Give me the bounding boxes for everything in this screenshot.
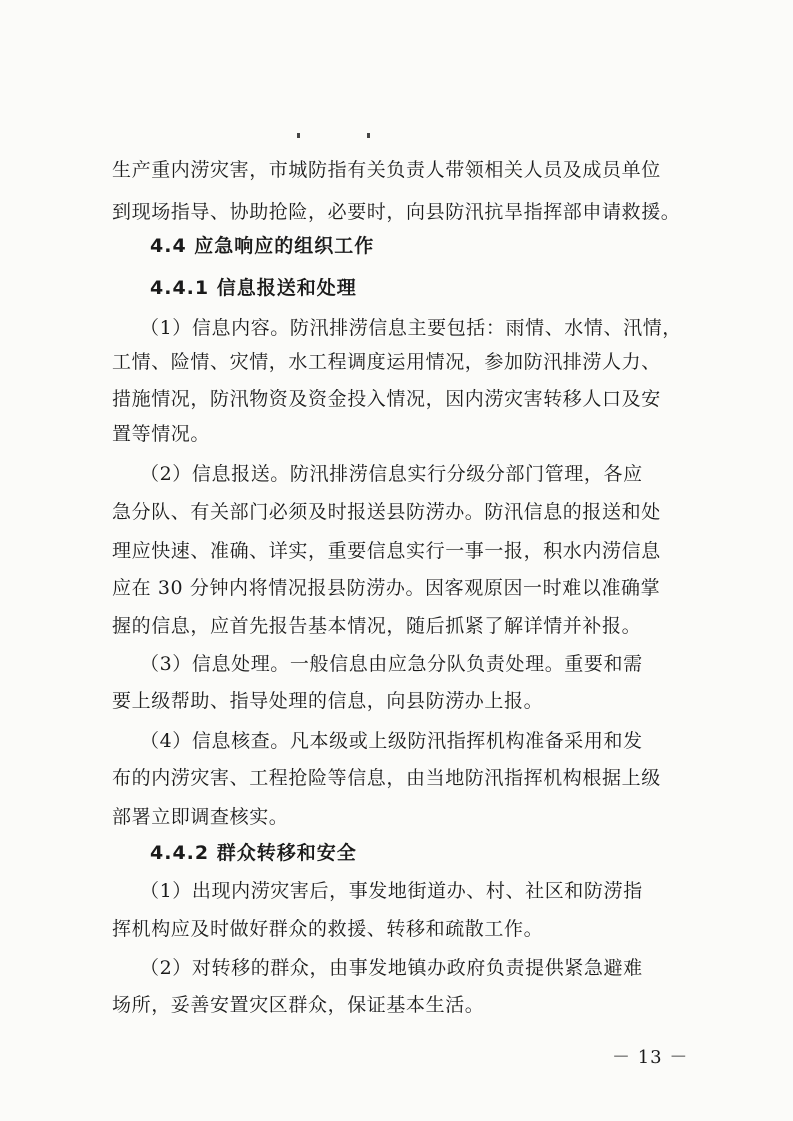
- paragraph-line: （4）信息核查。凡本级或上级防汛指挥机构准备采用和发: [140, 730, 643, 752]
- paragraph-line: 理应快速、准确、详实，重要信息实行一事一报，积水内涝信息: [112, 540, 661, 562]
- page-number: － 13 －: [612, 1047, 689, 1068]
- paragraph-line: 挥机构应及时做好群众的救援、转移和疏散工作。: [112, 918, 544, 940]
- paragraph-line: （1）出现内涝灾害后，事发地街道办、村、社区和防涝指: [140, 880, 643, 902]
- paragraph-line: 布的内涝灾害、工程抢险等信息，由当地防汛指挥机构根据上级: [112, 767, 661, 789]
- paragraph-line: 应在 30 分钟内将情况报县防涝办。因客观原因一时难以准确掌: [112, 577, 661, 599]
- paragraph-line: （2）信息报送。防汛排涝信息实行分级分部门管理，各应: [140, 463, 643, 485]
- subsection-heading: 4.4.2 群众转移和安全: [150, 842, 357, 864]
- paragraph-line: 握的信息，应首先报告基本情况，随后抓紧了解详情并补报。: [112, 615, 642, 637]
- section-heading: 4.4 应急响应的组织工作: [150, 235, 375, 257]
- paragraph-line: 工情、险情、灾情，水工程调度运用情况，参加防汛排涝人力、: [112, 351, 661, 373]
- subsection-heading: 4.4.1 信息报送和处理: [150, 277, 357, 299]
- paragraph-line: 置等情况。: [112, 423, 211, 445]
- paragraph-line: （3）信息处理。一般信息由应急分队负责处理。重要和需: [140, 653, 643, 675]
- text-line: 生产重内涝灾害，市城防指有关负责人带领相关人员及成员单位: [112, 159, 661, 181]
- paragraph-line: 措施情况，防汛物资及资金投入情况，因内涝灾害转移人口及安: [112, 388, 661, 410]
- paragraph-line: 场所，妥善安置灾区群众，保证基本生活。: [112, 994, 485, 1016]
- paragraph-line: （2）对转移的群众，由事发地镇办政府负责提供紧急避难: [140, 957, 643, 979]
- paragraph-line: 部署立即调查核实。: [112, 806, 289, 828]
- paragraph-line: （1）信息内容。防汛排涝信息主要包括：雨情、水情、汛情，: [140, 317, 682, 339]
- scan-mark: [367, 133, 370, 138]
- scan-mark: [297, 133, 300, 138]
- paragraph-line: 要上级帮助、指导处理的信息，向县防涝办上报。: [112, 690, 544, 712]
- text-line: 到现场指导、协助抢险，必要时，向县防汛抗旱指挥部申请救援。: [112, 201, 681, 223]
- paragraph-line: 急分队、有关部门必须及时报送县防涝办。防汛信息的报送和处: [112, 501, 661, 523]
